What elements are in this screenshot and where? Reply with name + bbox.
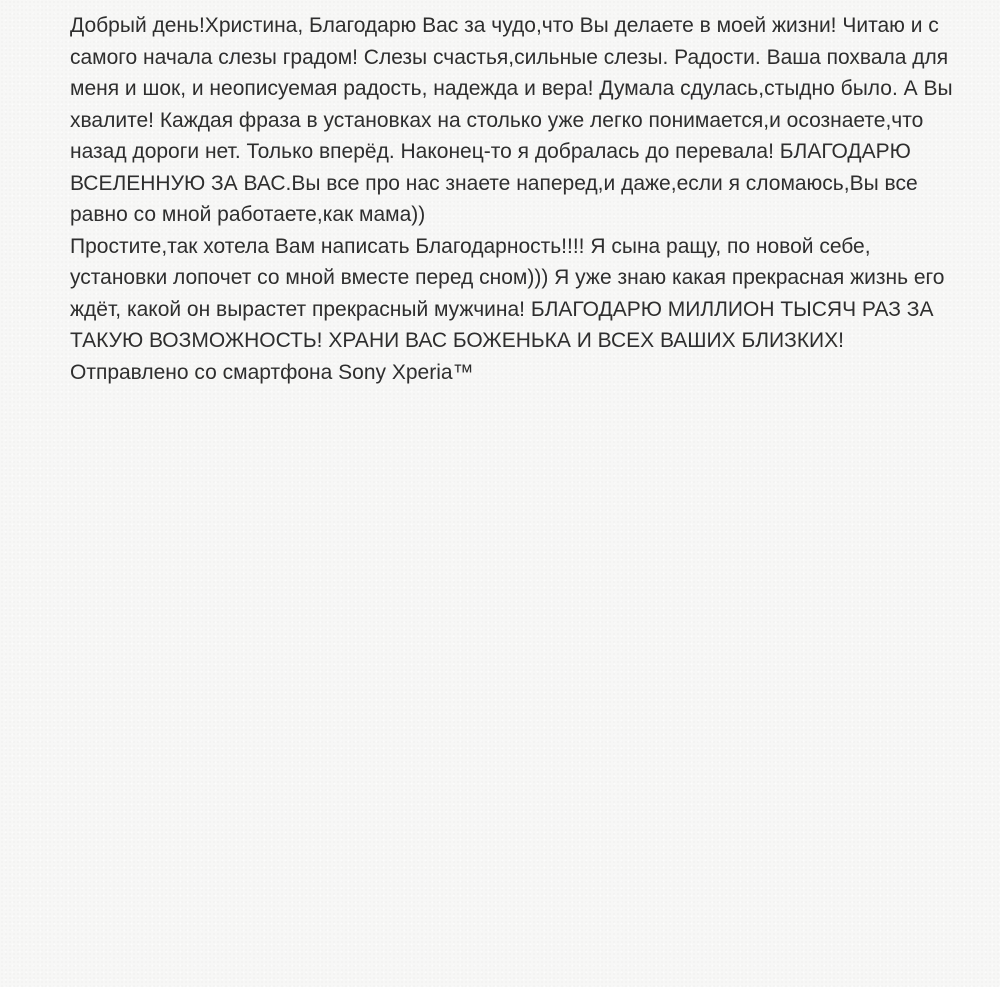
message-signature: Отправлено со смартфона Sony Xperia™ (70, 360, 474, 384)
message-text (70, 10, 970, 388)
message-paragraph-1: Добрый день!Христина, Благодарю Вас за чудо,что Вы делаете в моей жизни! Читаю и с самого начала слезы градом! Слезы счастья,сильные слезы. Радости. Ваша похвала для меня и шок, и неописуемая радость, надежда и вера! Думала сдулась,стыдно было. А Вы хвалите! Каждая фраза в установках на столько уже легко понимается,и осознаете,что назад дороги нет. Только вперёд. Наконец-то я добралась до перевала! БЛАГОДАРЮ ВСЕЛЕННУЮ ЗА ВАС.Вы все про нас знаете наперед,и даже,если я сломаюсь,Вы все равно со мной работаете,как мама)) (70, 14, 953, 226)
message-paragraph-2: Простите,так хотела Вам написать Благодарность!!!! Я сына ращу, по новой себе, установки лопочет со мной вместе перед сном))) Я уже знаю какая прекрасная жизнь его ждёт, какой он вырастет прекрасный мужчина! БЛАГОДАРЮ МИЛЛИОН ТЫСЯЧ РАЗ ЗА ТАКУЮ ВОЗМОЖНОСТЬ! ХРАНИ ВАС БОЖЕНЬКА И ВСЕХ ВАШИХ БЛИЗКИХ! (70, 234, 945, 352)
